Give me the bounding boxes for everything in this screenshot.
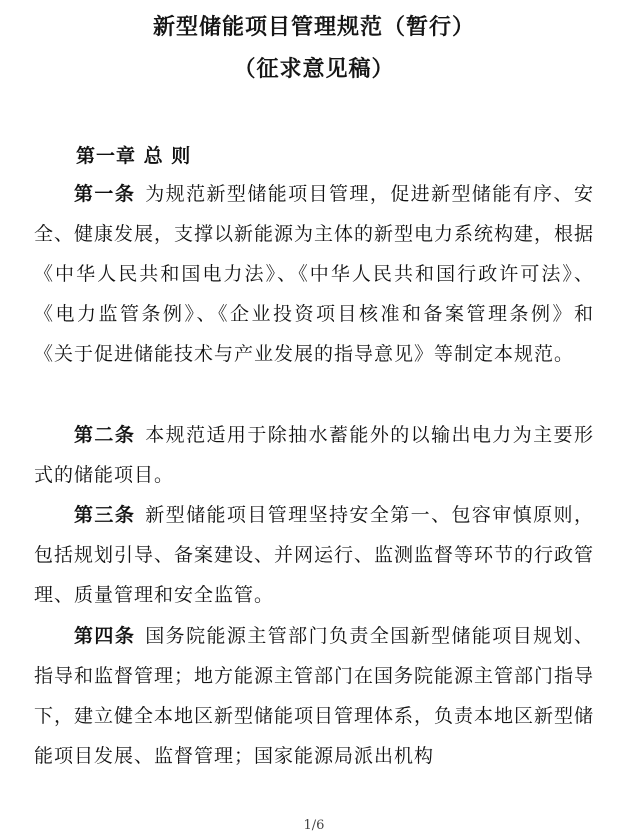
article-4-text: 国务院能源主管部门负责全国新型储能项目规划、指导和监督管理；地方能源主管部门在国务院能源主管部门指导下，建立健全本地区新型储能项目管理体系，负责本地区新型储能项目发展、监督管理；国家能源局派出机构 <box>34 625 595 767</box>
chapter-heading: 第一章 总 则 <box>76 145 192 167</box>
page-number: 1/6 <box>303 818 325 833</box>
article-3 <box>34 495 594 615</box>
article-4 <box>34 616 594 776</box>
article-2 <box>34 415 594 495</box>
article-3-label: 第三条 <box>74 504 136 526</box>
article-4-label: 第四条 <box>74 625 136 647</box>
article-1-label: 第一条 <box>74 183 136 205</box>
article-2-text: 本规范适用于除抽水蓄能外的以输出电力为主要形式的储能项目。 <box>34 424 594 486</box>
article-1-text: 为规范新型储能项目管理，促进新型储能有序、安全、健康发展，支撑以新能源为主体的新型电力系统构建，根据《中华人民共和国电力法》、《中华人民共和国行政许可法》、《电力监管条例》、《企业投资项目核准和备案管理条例》和《关于促进储能技术与产业发展的指导意见》等制定本规范。 <box>34 183 595 365</box>
document-subtitle: （征求意见稿） <box>233 57 395 82</box>
article-2-label: 第二条 <box>74 424 136 446</box>
document-title: 新型储能项目管理规范（暂行） <box>152 15 475 40</box>
article-1 <box>34 174 594 374</box>
article-3-text: 新型储能项目管理坚持安全第一、包容审慎原则，包括规划引导、备案建设、并网运行、监测监督等环节的行政管理、质量管理和安全监管。 <box>34 504 595 606</box>
